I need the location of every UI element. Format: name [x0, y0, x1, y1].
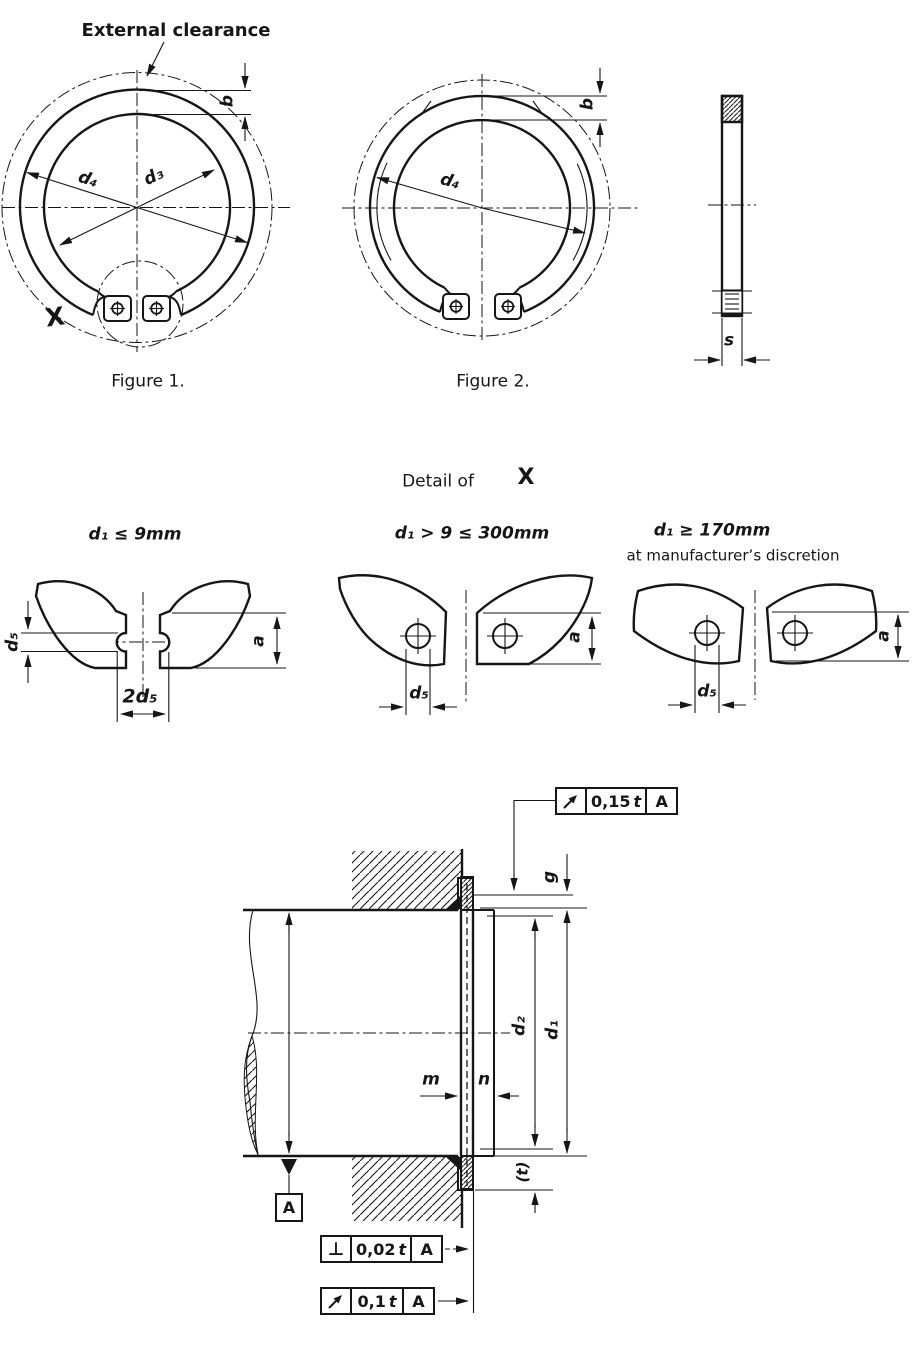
detail-x-marker: X: [43, 301, 67, 333]
tolerance-suffix: t: [398, 1239, 407, 1259]
datum-a-box: [275, 1193, 303, 1222]
tolerance-datum: A: [655, 791, 668, 811]
dim-label-m: m: [422, 1069, 440, 1090]
dim-label-a-v3: a: [873, 630, 894, 642]
dim-label-d1: d₁: [542, 1020, 563, 1040]
detail-title-ref: X: [517, 465, 535, 490]
tolerance-suffix: t: [388, 1291, 397, 1311]
dim-label-d5-v1: d₅: [2, 632, 23, 652]
tolerance-frame-runout-01: [320, 1287, 435, 1315]
dim-label-g: g: [539, 870, 560, 884]
external-clearance-label: External clearance: [81, 20, 271, 41]
detail-large-drawing: [634, 585, 909, 713]
dim-label-d5-v2: d₅: [409, 683, 429, 704]
circular-runout-icon: [557, 789, 587, 813]
dim-label-d2: d₂: [509, 1016, 530, 1036]
detail-note-3: at manufacturer’s discretion: [626, 546, 840, 565]
tolerance-frame-runout-015: [555, 787, 678, 815]
tolerance-frame-perpendicularity: [320, 1235, 443, 1263]
dim-label-d3-fig1: d₃: [140, 163, 167, 190]
dim-label-b-fig1: b: [217, 94, 238, 108]
tolerance-value: 0,15: [591, 791, 631, 811]
detail-title: Detail of: [402, 471, 474, 492]
dim-label-a-v2: a: [564, 631, 585, 643]
tolerance-suffix: t: [633, 791, 642, 811]
dim-label-t: (t): [513, 1161, 532, 1183]
dim-label-2d5-v1: 2d₅: [122, 685, 158, 708]
dim-label-d4-fig2: d₄: [438, 169, 463, 194]
side-view-drawing: [694, 96, 770, 366]
perpendicularity-icon: ⊥: [322, 1237, 352, 1261]
detail-condition-2: d₁ > 9 ≤ 300mm: [394, 523, 550, 544]
detail-medium-drawing: [339, 575, 601, 715]
circular-runout-icon: [322, 1289, 352, 1313]
detail-condition-1: d₁ ≤ 9mm: [88, 524, 182, 545]
tolerance-value: 0,1: [357, 1291, 386, 1311]
figure1-caption: Figure 1.: [111, 371, 185, 392]
dim-label-d4-fig1: d₄: [75, 166, 101, 193]
tolerance-datum: A: [412, 1291, 425, 1311]
datum-a-label: A: [282, 1198, 296, 1217]
dim-label-b-fig2: b: [577, 97, 598, 111]
dim-label-a-v1: a: [248, 635, 269, 647]
dim-label-n: n: [477, 1069, 491, 1090]
detail-condition-3: d₁ ≥ 170mm: [653, 520, 771, 541]
figure2-caption: Figure 2.: [456, 371, 530, 392]
dim-label-s: s: [723, 330, 735, 351]
dim-label-d5-v3: d₅: [697, 681, 717, 702]
tolerance-value: 0,02: [356, 1239, 396, 1259]
tolerance-datum: A: [420, 1239, 433, 1259]
